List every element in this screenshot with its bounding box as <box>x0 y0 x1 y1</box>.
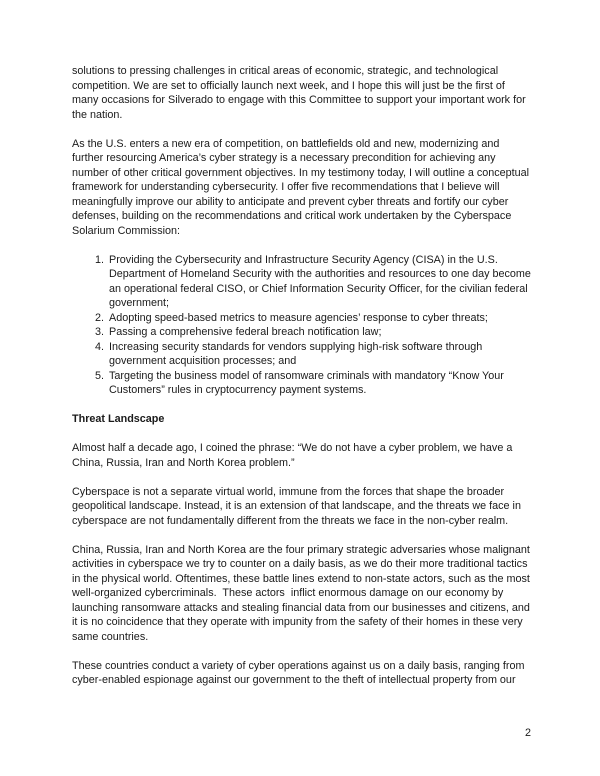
document-content <box>72 64 533 702</box>
paragraph-coined-phrase: Almost half a decade ago, I coined the phrase: “We do not have a cyber problem, we have a China, Russia, Iran and North Korea problem.” <box>72 442 516 469</box>
recommendation-item-2: 2. Adopting speed-based metrics to measure agencies’ response to cyber threats; <box>107 311 533 326</box>
recommendation-item-1: 1. Providing the Cybersecurity and Infrastructure Security Agency (CISA) in the U.S. Department of Homeland Security with the authorities and resources to one day become an operational federal CISO, or Chief Information Security Officer, for the civilian federal government; <box>107 253 533 311</box>
paragraph-operations: These countries conduct a variety of cyber operations against us on a daily basis, ranging from cyber-enabled espionage against our government to the theft of intellectual property from our <box>72 659 528 686</box>
page-number: 2 <box>524 727 531 739</box>
recommendation-item-5: 5. Targeting the business model of ransomware criminals with mandatory “Know Your Customers” rules in cryptocurrency payment systems. <box>107 369 533 398</box>
recommendations-list <box>72 253 533 398</box>
recommendation-item-4: 4. Increasing security standards for vendors supplying high-risk software through government acquisition processes; and <box>107 340 533 369</box>
paragraph-adversaries: China, Russia, Iran and North Korea are the four primary strategic adversaries whose malignant activities in cyberspace we try to counter on a daily basis, as we do their more traditional tactics in the physical world. Oftentimes, these battle lines extend to non-state actors, such as the most well-organized cybercriminals. These actors inflict enormous damage on our economy by launching ransomware attacks and stealing financial data from our businesses and citizens, and it is no coincidence that they operate with impunity from the safety of their homes in these very same countries. <box>72 543 533 643</box>
paragraph-cyberspace: Cyberspace is not a separate virtual world, immune from the forces that shape the broader geopolitical landscape. Instead, it is an extension of that landscape, and the threats we face in cyberspace are not fundamentally different from the threats we face in the non-cyber realm. <box>72 485 524 527</box>
paragraph-intro: solutions to pressing challenges in critical areas of economic, strategic, and technological competition. We are set to officially launch next week, and I hope this will just be the first of many occasions for Silverado to engage with this Committee to support your important work for the nation. <box>72 65 529 121</box>
paragraph-strategy: As the U.S. enters a new era of competition, on battlefields old and new, modernizing and further resourcing America’s cyber strategy is a necessary precondition for achieving any number of other critical government objectives. In my testimony today, I will outline a conceptual framework for understanding cybersecurity. I offer five recommendations that I believe will meaningfully improve our ability to anticipate and prevent cyber threats and fortify our cyber defenses, building on the recommendations and critical work undertaken by the Cyberspace Solarium Commission: <box>72 137 533 237</box>
recommendation-item-3: 3. Passing a comprehensive federal breach notification law; <box>107 325 533 340</box>
section-heading-threat-landscape: Threat Landscape <box>72 413 165 425</box>
